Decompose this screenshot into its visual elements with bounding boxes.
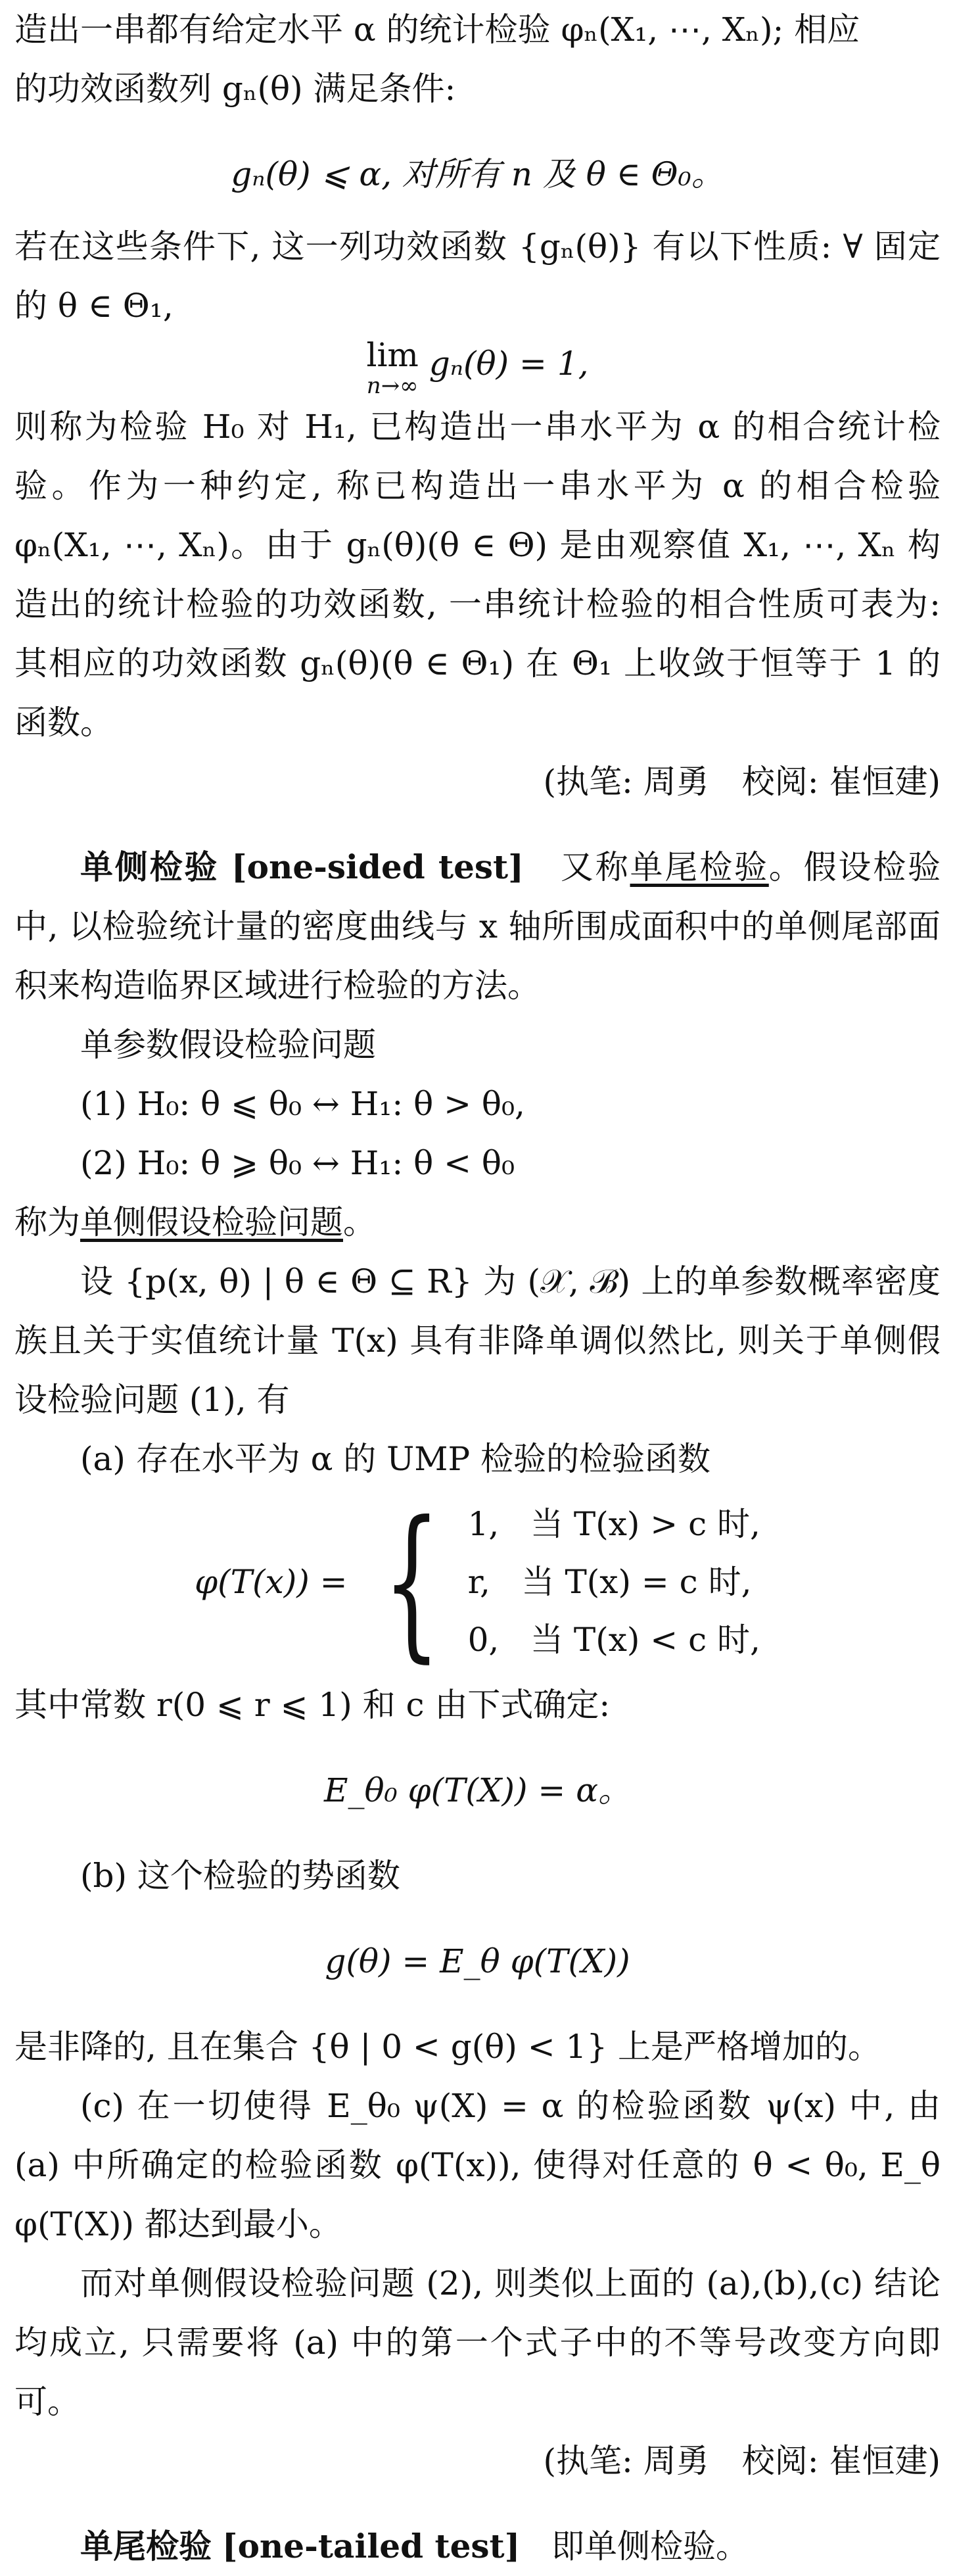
piecewise-case: r, 当 T(x) = c 时, (467, 1563, 752, 1601)
called-suffix: 。 (343, 1203, 376, 1241)
item-a: (a) 存在水平为 α 的 UMP 检验的检验函数 (80, 1440, 711, 1478)
equation-text: E_θ₀ φ(T(X)) = α。 (324, 1771, 631, 1809)
entry-title: 单尾检验 (80, 2527, 212, 2565)
entry-definition: 。假设检验中, 以检验统计量的密度曲线与 x 轴所围成面积中的单侧尾部面积来构造临界区域进行检验的方法。 (14, 848, 941, 1005)
entry-one-tailed-test (14, 2517, 941, 2576)
called-line (14, 1193, 941, 1252)
entry-definition: 即单侧检验。 (551, 2527, 749, 2565)
entry-alias: 单尾检验 (630, 848, 769, 886)
item-b: (b) 这个检验的势函数 (80, 1857, 400, 1895)
equation-power-function (14, 1932, 941, 1991)
entry-english: [one-tailed test] (221, 2527, 521, 2565)
signature-2: (执笔: 周勇 校阅: 崔恒建) (543, 2442, 941, 2480)
hypothesis-case-2: (2) H₀: θ ⩾ θ₀ ↔ H₁: θ < θ₀ (80, 1144, 515, 1182)
item-c: (c) 在一切使得 E_θ₀ ψ(X) = α 的检验函数 ψ(x) 中, 由 (a) 中所确定的检验函数 φ(T(x)), 使得对任意的 θ < θ₀, E_θ φ(T(X)) 都达到最小。 (14, 2087, 941, 2243)
piecewise-test-function (14, 1486, 941, 1677)
called-term: 单侧假设检验问题 (80, 1203, 343, 1241)
limit-word: lim (366, 336, 419, 374)
problem-intro: 单参数假设检验问题 (80, 1026, 376, 1064)
entry-lead: 又称 (560, 848, 630, 886)
equation-size (14, 1761, 941, 1820)
text-line: 造出一串都有给定水平 α 的统计检验 φₙ(X₁, ⋯, Xₙ); 相应 (14, 11, 860, 49)
paragraph-consistency: 则称为检验 H₀ 对 H₁, 已构造出一串水平为 α 的相合统计检验。作为一种约定, 称已构造出一串水平为 α 的相合检验 φₙ(X₁, ⋯, Xₙ)。由于 gₙ(θ)(θ ∈ Θ) 是由观察值 X₁, ⋯, Xₙ 构造出的统计检验的功效函数, 一串统计检验的相合性质可表为: 其相应的功效函数 gₙ(θ)(θ ∈ Θ₁) 在 Θ₁ 上收敛于恒等于 1 的函数。 (14, 408, 941, 742)
text-line: 的功效函数列 gₙ(θ) 满足条件: (14, 70, 456, 108)
paragraph-density-family: 设 {p(x, θ) | θ ∈ Θ ⊆ R} 为 (𝒳, ℬ) 上的单参数概率密度族且关于实值统计量 T(x) 具有非降单调似然比, 则关于单侧假设检验问题 (1), 有 (14, 1262, 941, 1419)
left-brace: { (383, 1486, 440, 1677)
piecewise-lhs: φ(T(x)) = (195, 1563, 348, 1601)
paragraph-continuation (14, 0, 941, 118)
entry-one-sided-test (14, 838, 941, 1015)
entry-title: 单侧检验 (80, 848, 220, 886)
hypothesis-case-1: (1) H₀: θ ⩽ θ₀ ↔ H₁: θ > θ₀, (80, 1085, 525, 1123)
piecewise-case: 1, 当 T(x) > c 时, (467, 1505, 760, 1543)
paragraph-case-2: 而对单侧假设检验问题 (2), 则类似上面的 (a),(b),(c) 结论均成立, 只需要将 (a) 中的第一个式子中的不等号改变方向即可。 (14, 2264, 941, 2421)
limit-expression: gₙ(θ) = 1, (429, 345, 589, 383)
equation-text: gₙ(θ) ⩽ α, 对所有 n 及 θ ∈ Θ₀。 (231, 155, 724, 193)
called-prefix: 称为 (14, 1203, 80, 1241)
limit-subscript: n→∞ (366, 373, 419, 399)
equation-limit (14, 335, 941, 397)
nondecreasing-line: 是非降的, 且在集合 {θ | 0 < g(θ) < 1} 上是严格增加的。 (14, 2028, 881, 2066)
equation-power-condition (14, 145, 941, 204)
paragraph-properties: 若在这些条件下, 这一列功效函数 {gₙ(θ)} 有以下性质: ∀ 固定的 θ ∈ Θ₁, (14, 227, 941, 325)
constants-line: 其中常数 r(0 ⩽ r ⩽ 1) 和 c 由下式确定: (14, 1686, 611, 1724)
limit-operator (366, 335, 418, 397)
piecewise-case: 0, 当 T(x) < c 时, (467, 1621, 760, 1659)
entry-english: [one-sided test] (231, 847, 524, 886)
signature-1: (执笔: 周勇 校阅: 崔恒建) (543, 763, 941, 801)
piecewise-cases (468, 1495, 760, 1669)
equation-text: g(θ) = E_θ φ(T(X)) (325, 1942, 630, 1980)
